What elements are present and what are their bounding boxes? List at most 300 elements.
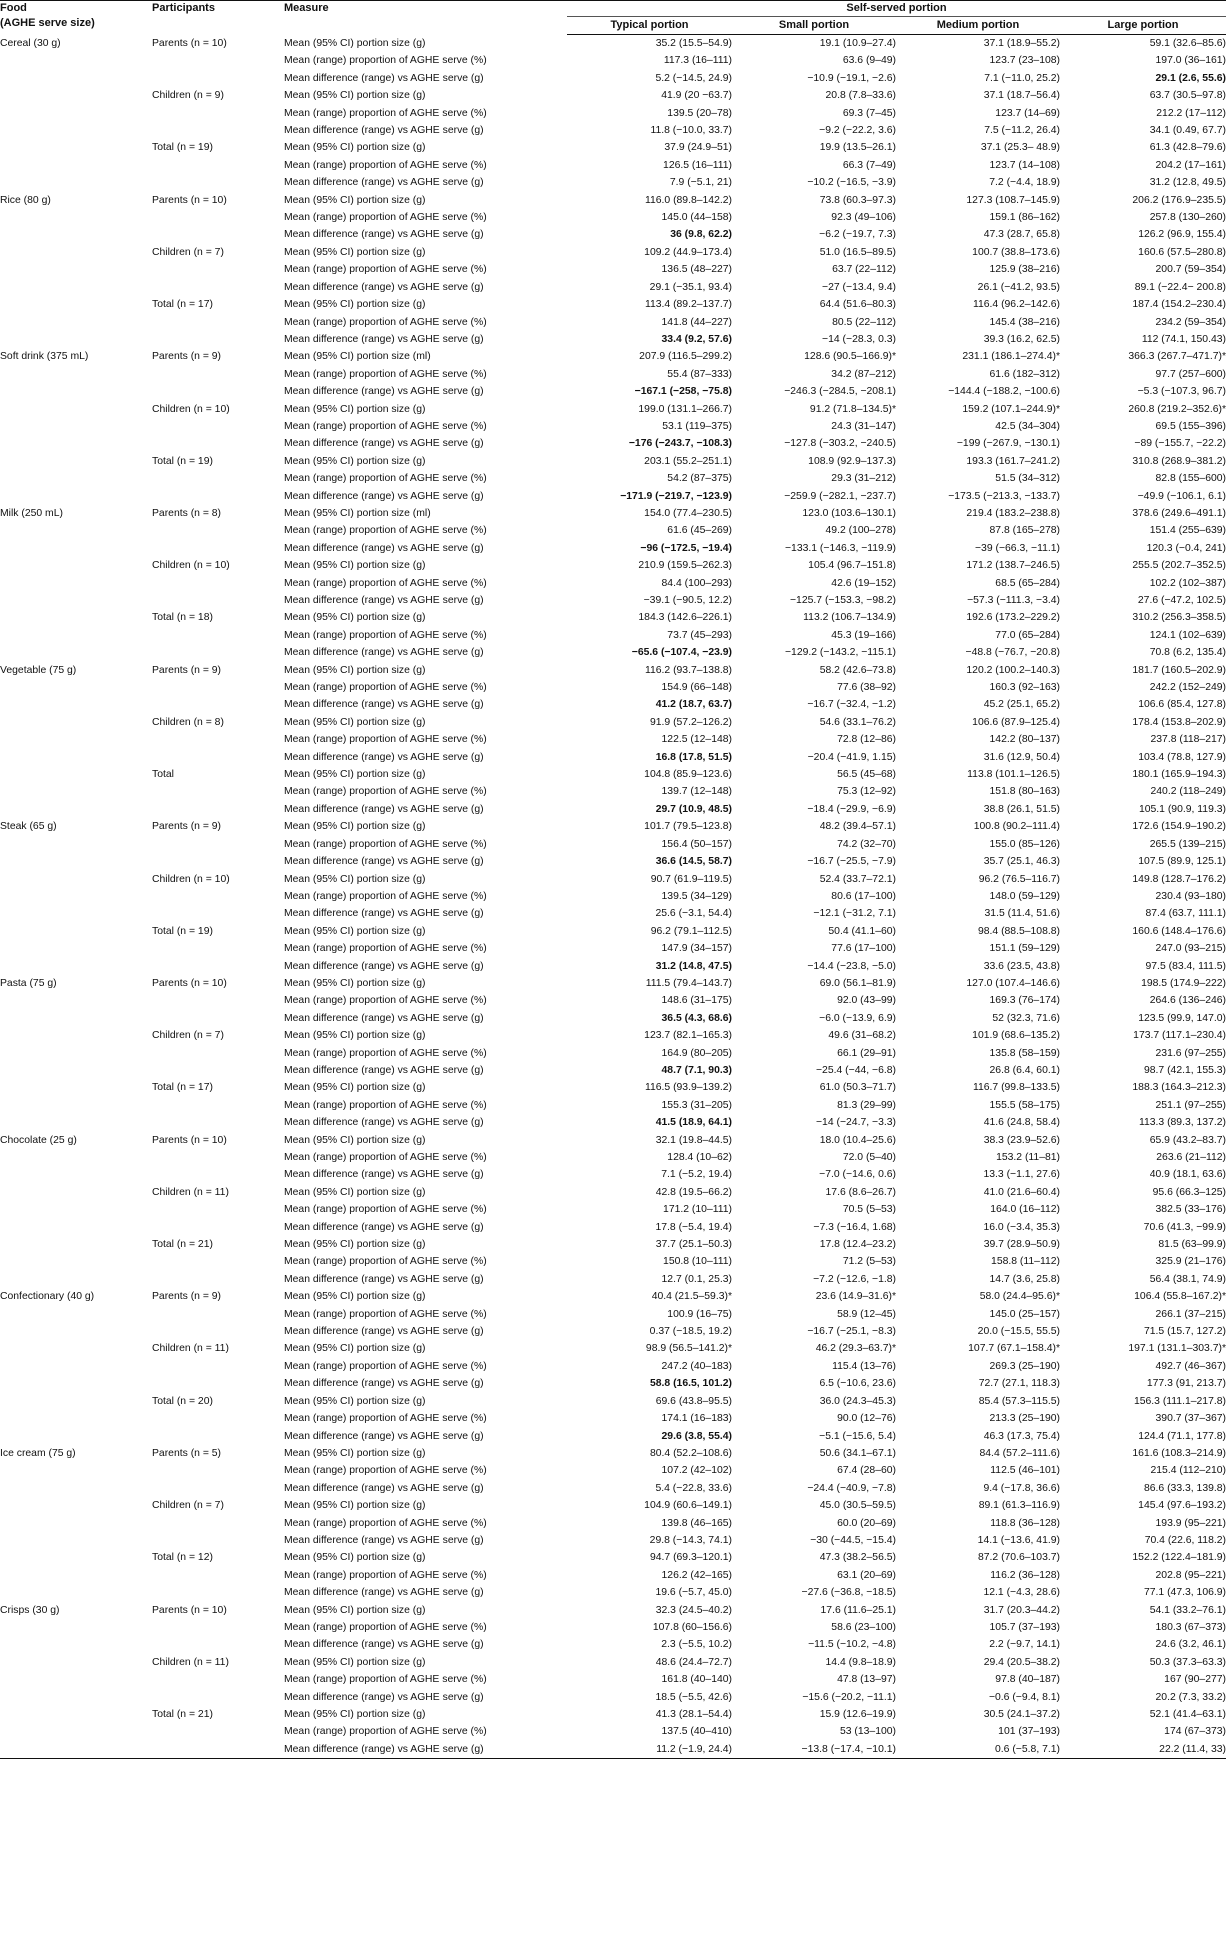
typical-value-cell: 139.5 (34–129)	[661, 890, 732, 902]
large-value-cell: 206.2 (176.9–235.5)	[1132, 194, 1226, 206]
medium-value-cell: 7.1 (−11.0, 25.2)	[984, 72, 1060, 84]
food-cell	[0, 749, 152, 766]
small-value-cell: 17.6 (8.6–26.7)	[825, 1186, 896, 1198]
large-value-cell: 180.3 (67–373)	[1155, 1621, 1226, 1633]
small-value-cell: −10.2 (−16.5, −3.9)	[807, 177, 896, 189]
large-value-cell: 202.8 (95–221)	[1155, 1569, 1226, 1581]
measure-cell: Mean (range) proportion of AGHE serve (%)	[284, 943, 487, 955]
large-value-cell: 27.6 (−47.2, 102.5)	[1137, 595, 1226, 606]
medium-value-cell: 26.1 (−41.2, 93.5)	[977, 281, 1060, 293]
table-row	[0, 261, 1226, 278]
food-cell	[0, 888, 152, 905]
table-row	[0, 435, 1226, 452]
large-value-cell: 198.5 (174.9–222)	[1141, 977, 1226, 989]
large-value-cell: 265.5 (139–215)	[1149, 838, 1226, 850]
table-row	[0, 105, 1226, 122]
measure-cell: Mean (95% CI) portion size (g)	[284, 664, 426, 676]
participants-cell	[152, 1462, 284, 1479]
medium-value-cell: 219.4 (183.2–238.8)	[966, 507, 1060, 519]
table-row	[0, 1201, 1226, 1218]
small-value-cell: 52.4 (33.7–72.1)	[819, 873, 896, 885]
large-value-cell: 123.5 (99.9, 147.0)	[1138, 1012, 1226, 1024]
measure-cell: Mean difference (range) vs AGHE serve (g)	[284, 229, 484, 241]
small-value-cell: 45.3 (19–166)	[831, 629, 896, 641]
food-cell	[0, 279, 152, 296]
large-value-cell: 105.1 (90.9, 119.3)	[1138, 803, 1226, 815]
large-value-cell: 87.4 (63.7, 111.1)	[1145, 908, 1226, 920]
large-value-cell: 152.2 (122.4–181.9)	[1132, 1552, 1226, 1564]
header-participants: Participants	[152, 1, 284, 35]
medium-value-cell: 107.7 (67.1–158.4)*	[968, 1343, 1060, 1355]
large-value-cell: 54.1 (33.2–76.1)	[1149, 1604, 1226, 1616]
participants-cell	[152, 836, 284, 853]
medium-value-cell: −0.6 (−9.4, 8.1)	[988, 1691, 1060, 1703]
large-value-cell: 257.8 (130–260)	[1149, 212, 1226, 224]
typical-value-cell: 36.6 (14.5, 58.7)	[655, 856, 732, 868]
typical-value-cell: −167.1 (−258, −75.8)	[634, 386, 732, 398]
table-row	[0, 401, 1226, 418]
participants-cell	[152, 1515, 284, 1532]
small-value-cell: 49.2 (100–278)	[825, 525, 896, 537]
medium-value-cell: 105.7 (37–193)	[989, 1621, 1060, 1633]
large-value-cell: 63.7 (30.5–97.8)	[1149, 90, 1226, 102]
table-row	[0, 1602, 1226, 1619]
table-row	[0, 1375, 1226, 1392]
measure-cell: Mean (range) proportion of AGHE serve (%)	[284, 1360, 487, 1372]
participants-cell: Total (n = 21)	[152, 1709, 213, 1720]
participants-cell	[152, 1428, 284, 1445]
medium-value-cell: −39 (−66.3, −11.1)	[974, 542, 1060, 554]
table-row	[0, 1236, 1226, 1253]
participants-cell	[152, 1723, 284, 1740]
participants-cell: Children (n = 11)	[152, 1186, 229, 1198]
typical-value-cell: 32.1 (19.8–44.5)	[655, 1134, 732, 1146]
food-cell	[0, 1306, 152, 1323]
measure-cell: Mean (95% CI) portion size (g)	[284, 1552, 426, 1564]
table-row	[0, 453, 1226, 470]
typical-value-cell: 126.5 (16–111)	[663, 159, 732, 171]
large-value-cell: 61.3 (42.8–79.6)	[1149, 142, 1226, 154]
food-cell	[0, 731, 152, 748]
small-value-cell: 14.4 (9.8–18.9)	[825, 1656, 896, 1668]
small-value-cell: −18.4 (−29.9, −6.9)	[807, 803, 896, 815]
typical-value-cell: 90.7 (61.9–119.5)	[650, 873, 732, 885]
participants-cell	[152, 749, 284, 766]
measure-cell: Mean (95% CI) portion size (g)	[284, 925, 426, 937]
measure-cell: Mean (95% CI) portion size (g)	[284, 194, 426, 206]
large-value-cell: 242.2 (152–249)	[1149, 682, 1226, 694]
small-value-cell: 72.8 (12–86)	[837, 734, 896, 746]
large-value-cell: 390.7 (37–367)	[1155, 1413, 1226, 1425]
large-value-cell: 77.1 (47.3, 106.9)	[1143, 1587, 1226, 1599]
header-medium: Medium portion	[896, 17, 1060, 35]
food-cell	[0, 1375, 152, 1392]
participants-cell	[152, 488, 284, 505]
small-value-cell: −259.9 (−282.1, −237.7)	[784, 490, 896, 502]
typical-value-cell: 164.9 (80–205)	[661, 1047, 732, 1059]
measure-cell: Mean (range) proportion of AGHE serve (%)	[284, 1465, 487, 1477]
food-cell	[0, 1532, 152, 1549]
small-value-cell: −125.7 (−153.3, −98.2)	[789, 595, 896, 606]
food-cell	[0, 470, 152, 487]
participants-cell	[152, 1358, 284, 1375]
medium-value-cell: 120.2 (100.2–140.3)	[966, 664, 1060, 676]
food-cell	[0, 836, 152, 853]
medium-value-cell: 153.2 (11–81)	[996, 1152, 1060, 1163]
food-cell	[0, 1166, 152, 1183]
small-value-cell: 69.0 (56.1–81.9)	[819, 977, 896, 989]
typical-value-cell: 174.1 (16–183)	[661, 1413, 732, 1425]
participants-cell: Children (n = 7)	[152, 1030, 224, 1042]
food-cell	[0, 1584, 152, 1601]
measure-cell: Mean (range) proportion of AGHE serve (%)	[284, 1204, 487, 1216]
measure-cell: Mean difference (range) vs AGHE serve (g)	[284, 1741, 567, 1759]
typical-value-cell: 126.2 (42–165)	[661, 1569, 732, 1581]
typical-value-cell: 123.7 (82.1–165.3)	[644, 1030, 732, 1042]
measure-cell: Mean difference (range) vs AGHE serve (g)	[284, 281, 484, 293]
small-value-cell: −11.5 (−10.2, −4.8)	[808, 1639, 896, 1651]
typical-value-cell: 55.4 (87–333)	[667, 368, 732, 380]
participants-cell	[152, 1149, 284, 1166]
table-row	[0, 348, 1226, 365]
table-row	[0, 470, 1226, 487]
typical-value-cell: 35.2 (15.5–54.9)	[655, 38, 732, 49]
small-value-cell: 81.3 (29–99)	[837, 1099, 896, 1111]
typical-value-cell: 107.2 (42–102)	[661, 1465, 732, 1477]
typical-value-cell: 147.9 (34–157)	[661, 943, 732, 955]
table-row	[0, 1532, 1226, 1549]
participants-cell	[152, 366, 284, 383]
typical-value-cell: 109.2 (44.9–173.4)	[644, 246, 732, 258]
participants-cell	[152, 1097, 284, 1114]
medium-value-cell: 101 (37–193)	[998, 1726, 1060, 1738]
food-cell	[0, 627, 152, 644]
large-value-cell: 50.3 (37.3–63.3)	[1149, 1656, 1226, 1668]
small-value-cell: 80.5 (22–112)	[832, 316, 896, 328]
measure-cell: Mean difference (range) vs AGHE serve (g)	[284, 1326, 484, 1338]
medium-value-cell: 37.1 (25.3– 48.9)	[980, 142, 1060, 154]
measure-cell: Mean difference (range) vs AGHE serve (g)	[284, 72, 484, 84]
food-cell: Soft drink (375 mL)	[0, 351, 89, 363]
participants-cell	[152, 958, 284, 975]
food-cell	[0, 1079, 152, 1096]
measure-cell: Mean (range) proportion of AGHE serve (%)	[284, 629, 487, 641]
food-cell	[0, 696, 152, 713]
small-value-cell: 60.0 (20–69)	[837, 1517, 896, 1529]
food-cell	[0, 401, 152, 418]
measure-cell: Mean (95% CI) portion size (g)	[284, 1500, 426, 1512]
participants-cell: Parents (n = 10)	[152, 194, 227, 206]
measure-cell: Mean (95% CI) portion size (g)	[284, 1239, 426, 1251]
typical-value-cell: 5.4 (−22.8, 33.6)	[655, 1482, 732, 1494]
medium-value-cell: 158.8 (11–112)	[991, 1256, 1060, 1268]
typical-value-cell: 155.3 (31–205)	[661, 1099, 732, 1111]
measure-cell: Mean difference (range) vs AGHE serve (g)	[284, 333, 484, 345]
table-row	[0, 1271, 1226, 1288]
medium-value-cell: 7.5 (−11.2, 26.4)	[984, 125, 1060, 137]
small-value-cell: 71.2 (5–53)	[842, 1256, 896, 1268]
medium-value-cell: 46.3 (17.3, 75.4)	[983, 1430, 1060, 1442]
small-value-cell: 105.4 (96.7–151.8)	[808, 560, 896, 572]
participants-cell: Total (n = 21)	[152, 1239, 213, 1251]
participants-cell	[152, 627, 284, 644]
food-cell	[0, 714, 152, 731]
small-value-cell: 42.6 (19–152)	[831, 577, 896, 589]
measure-cell: Mean difference (range) vs AGHE serve (g)	[284, 1534, 484, 1546]
small-value-cell: −14 (−28.3, 0.3)	[822, 333, 896, 345]
large-value-cell: 65.9 (43.2–83.7)	[1149, 1134, 1226, 1146]
participants-cell	[152, 783, 284, 800]
measure-cell: Mean (range) proportion of AGHE serve (%)	[284, 1621, 487, 1633]
measure-cell: Mean (95% CI) portion size (g)	[284, 403, 426, 415]
measure-cell: Mean (95% CI) portion size (g)	[284, 246, 426, 258]
food-cell	[0, 1340, 152, 1357]
measure-cell: Mean difference (range) vs AGHE serve (g)	[284, 595, 484, 606]
typical-value-cell: 150.8 (10–111)	[663, 1256, 732, 1268]
table-row	[0, 1114, 1226, 1131]
large-value-cell: 263.6 (21–112)	[1156, 1152, 1226, 1163]
participants-cell	[152, 1062, 284, 1079]
measure-cell: Mean (range) proportion of AGHE serve (%)	[284, 1674, 487, 1686]
table-row	[0, 1671, 1226, 1688]
food-cell: Ice cream (75 g)	[0, 1447, 76, 1459]
small-value-cell: 91.2 (71.8–134.5)*	[809, 403, 896, 415]
small-value-cell: 36.0 (24.3–45.3)	[819, 1395, 896, 1407]
medium-value-cell: 7.2 (−4.4, 18.9)	[989, 177, 1060, 189]
food-cell	[0, 1689, 152, 1706]
large-value-cell: 107.5 (89.9, 125.1)	[1138, 856, 1226, 868]
food-cell	[0, 488, 152, 505]
measure-cell: Mean (95% CI) portion size (g)	[284, 873, 426, 885]
medium-value-cell: 72.7 (27.1, 118.3)	[978, 1378, 1060, 1390]
small-value-cell: −15.6 (−20.2, −11.1)	[802, 1691, 896, 1703]
measure-cell: Mean difference (range) vs AGHE serve (g)	[284, 490, 484, 502]
typical-value-cell: 7.1 (−5.2, 19.4)	[661, 1169, 732, 1181]
typical-value-cell: 199.0 (131.1–266.7)	[638, 403, 732, 415]
header-food-label: Food	[0, 2, 27, 14]
large-value-cell: 240.2 (118–249)	[1150, 786, 1226, 798]
table-row	[0, 1079, 1226, 1096]
typical-value-cell: 98.9 (56.5–141.2)*	[645, 1343, 732, 1355]
small-value-cell: 63.6 (9–49)	[842, 55, 896, 67]
participants-cell	[152, 888, 284, 905]
table-row	[0, 331, 1226, 348]
measure-cell: Mean difference (range) vs AGHE serve (g)	[284, 856, 484, 868]
large-value-cell: 124.1 (102–639)	[1149, 629, 1226, 641]
typical-value-cell: 184.3 (142.6–226.1)	[638, 612, 732, 624]
table-row	[0, 871, 1226, 888]
food-cell: Steak (65 g)	[0, 821, 57, 833]
large-value-cell: 97.5 (83.4, 111.5)	[1145, 960, 1226, 972]
medium-value-cell: 100.7 (38.8–173.6)	[972, 246, 1060, 258]
table-row	[0, 244, 1226, 261]
measure-cell: Mean (95% CI) portion size (g)	[284, 1656, 426, 1668]
food-cell	[0, 1062, 152, 1079]
typical-value-cell: 210.9 (159.5–262.3)	[638, 560, 732, 572]
large-value-cell: 174 (67–373)	[1164, 1726, 1226, 1738]
typical-value-cell: 139.5 (20–78)	[667, 107, 732, 119]
large-value-cell: 34.1 (0.49, 67.7)	[1149, 125, 1226, 137]
food-cell	[0, 801, 152, 818]
food-cell	[0, 1393, 152, 1410]
table-row	[0, 1462, 1226, 1479]
typical-value-cell: 139.7 (12–148)	[661, 786, 732, 798]
table-row	[0, 801, 1226, 818]
participants-cell: Total (n = 17)	[152, 299, 213, 311]
participants-cell: Parents (n = 9)	[152, 821, 222, 833]
participants-cell	[152, 331, 284, 348]
table-row	[0, 1288, 1226, 1305]
small-value-cell: −10.9 (−19.1, −2.6)	[807, 72, 896, 84]
medium-value-cell: 68.5 (65–284)	[995, 577, 1060, 589]
table-row	[0, 1358, 1226, 1375]
measure-cell: Mean (95% CI) portion size (g)	[284, 142, 426, 154]
typical-value-cell: −176 (−243.7, −108.3)	[628, 438, 732, 450]
medium-value-cell: 97.8 (40–187)	[995, 1674, 1060, 1686]
typical-value-cell: 12.7 (0.1, 25.3)	[661, 1273, 732, 1285]
food-cell	[0, 383, 152, 400]
food-cell: Pasta (75 g)	[0, 977, 57, 989]
small-value-cell: 47.3 (38.2–56.5)	[819, 1552, 896, 1564]
participants-cell	[152, 1201, 284, 1218]
participants-cell	[152, 1671, 284, 1688]
header-small: Small portion	[732, 17, 896, 35]
medium-value-cell: −57.3 (−111.3, −3.4)	[967, 595, 1060, 606]
measure-cell: Mean (95% CI) portion size (g)	[284, 299, 426, 311]
medium-value-cell: 77.0 (65–284)	[995, 629, 1060, 641]
medium-value-cell: 52 (32.3, 71.6)	[992, 1012, 1060, 1024]
small-value-cell: 73.8 (60.3–97.3)	[819, 194, 896, 206]
measure-cell: Mean difference (range) vs AGHE serve (g)	[284, 647, 484, 659]
participants-cell	[152, 1271, 284, 1288]
food-cell	[0, 1149, 152, 1166]
large-value-cell: 70.4 (22.6, 118.2)	[1144, 1534, 1226, 1546]
medium-value-cell: 155.0 (85–126)	[989, 838, 1060, 850]
large-value-cell: 204.2 (17–161)	[1155, 159, 1226, 171]
measure-cell: Mean (95% CI) portion size (g)	[284, 1134, 426, 1146]
large-value-cell: 97.7 (257–600)	[1155, 368, 1226, 380]
food-cell	[0, 1636, 152, 1653]
header-typical: Typical portion	[567, 17, 732, 35]
large-value-cell: 197.0 (36–161)	[1155, 55, 1226, 67]
table-row	[0, 958, 1226, 975]
measure-cell: Mean difference (range) vs AGHE serve (g)	[284, 1639, 484, 1651]
medium-value-cell: 192.6 (173.2–229.2)	[966, 612, 1060, 624]
typical-value-cell: 5.2 (−14.5, 24.9)	[655, 72, 732, 84]
typical-value-cell: −171.9 (−219.7, −123.9)	[620, 490, 732, 502]
table-row	[0, 975, 1226, 992]
measure-cell: Mean (range) proportion of AGHE serve (%)	[284, 1569, 487, 1581]
medium-value-cell: 116.4 (96.2–142.6)	[972, 299, 1060, 311]
large-value-cell: 230.4 (93–180)	[1155, 890, 1226, 902]
participants-cell: Total (n = 19)	[152, 455, 213, 467]
small-value-cell: 48.2 (39.4–57.1)	[819, 821, 896, 833]
food-cell	[0, 87, 152, 104]
small-value-cell: 23.6 (14.9–31.6)*	[815, 1291, 896, 1303]
participants-cell	[152, 1689, 284, 1706]
participants-cell	[152, 905, 284, 922]
typical-value-cell: 145.0 (44–158)	[661, 212, 732, 224]
measure-cell: Mean (95% CI) portion size (g)	[284, 977, 426, 989]
participants-cell	[152, 1410, 284, 1427]
measure-cell: Mean difference (range) vs AGHE serve (g)	[284, 1273, 484, 1285]
measure-cell: Mean (95% CI) portion size (g)	[284, 821, 426, 833]
table-row	[0, 1567, 1226, 1584]
typical-value-cell: 41.2 (18.7, 63.7)	[655, 699, 732, 711]
table-row	[0, 853, 1226, 870]
food-cell	[0, 540, 152, 557]
small-value-cell: 53 (13–100)	[839, 1726, 896, 1738]
table-row	[0, 1549, 1226, 1566]
large-value-cell: 173.7 (117.1–230.4)	[1133, 1030, 1226, 1042]
table-row	[0, 1027, 1226, 1044]
typical-value-cell: 117.3 (16–111)	[663, 55, 732, 67]
medium-value-cell: 9.4 (−17.8, 36.6)	[983, 1482, 1060, 1494]
table-row	[0, 540, 1226, 557]
food-cell	[0, 366, 152, 383]
small-value-cell: 51.0 (16.5–89.5)	[819, 246, 896, 258]
table-row	[0, 1584, 1226, 1601]
small-value-cell: 67.4 (28–60)	[837, 1465, 896, 1477]
large-value-cell: 103.4 (78.8, 127.9)	[1138, 751, 1226, 763]
table-row	[0, 679, 1226, 696]
small-value-cell: 108.9 (92.9–137.3)	[808, 455, 896, 467]
medium-value-cell: 113.8 (101.1–126.5)	[967, 769, 1060, 781]
measure-cell: Mean (95% CI) portion size (g)	[284, 612, 426, 624]
table-row	[0, 383, 1226, 400]
typical-value-cell: 42.8 (19.5–66.2)	[655, 1186, 732, 1198]
table-row	[0, 192, 1226, 209]
food-cell	[0, 1497, 152, 1514]
measure-cell: Mean (range) proportion of AGHE serve (%)	[284, 368, 487, 380]
measure-cell: Mean difference (range) vs AGHE serve (g)	[284, 960, 484, 972]
participants-cell	[152, 1323, 284, 1340]
large-value-cell: 86.6 (33.3, 139.8)	[1143, 1482, 1226, 1494]
small-value-cell: 34.2 (87–212)	[831, 368, 896, 380]
medium-value-cell: 159.2 (107.1–244.9)*	[962, 403, 1060, 415]
medium-value-cell: 41.6 (24.8, 58.4)	[983, 1117, 1060, 1129]
typical-value-cell: 113.4 (89.2–137.7)	[644, 299, 732, 311]
table-row	[0, 1010, 1226, 1027]
participants-cell: Parents (n = 8)	[152, 507, 222, 519]
typical-value-cell: 137.5 (40–410)	[661, 1726, 732, 1738]
small-value-cell: 90.0 (12–76)	[837, 1413, 896, 1425]
table-row	[0, 488, 1226, 505]
table-row	[0, 1636, 1226, 1653]
small-value-cell: 61.0 (50.3–71.7)	[819, 1082, 896, 1094]
large-value-cell: 52.1 (41.4–63.1)	[1149, 1709, 1226, 1720]
small-value-cell: 128.6 (90.5–166.9)*	[804, 351, 896, 363]
large-value-cell: 177.3 (91, 213.7)	[1146, 1378, 1226, 1390]
table-body	[0, 35, 1226, 1759]
small-value-cell: −14.4 (−23.8, −5.0)	[807, 960, 896, 972]
table-row	[0, 1306, 1226, 1323]
small-value-cell: 17.6 (11.6–25.1)	[820, 1604, 896, 1616]
participants-cell: Total (n = 19)	[152, 925, 213, 937]
typical-value-cell: −96 (−172.5, −19.4)	[640, 542, 732, 554]
table-row	[0, 1149, 1226, 1166]
large-value-cell: 264.6 (136–246)	[1149, 995, 1226, 1007]
measure-cell: Mean difference (range) vs AGHE serve (g)	[284, 177, 484, 189]
small-value-cell: −7.3 (−16.4, 1.68)	[813, 1221, 896, 1233]
food-cell	[0, 1114, 152, 1131]
table-row	[0, 1132, 1226, 1149]
typical-value-cell: 111.5 (79.4–143.7)	[645, 977, 732, 989]
table-row	[0, 1445, 1226, 1462]
large-value-cell: 378.6 (249.6–491.1)	[1132, 507, 1226, 519]
medium-value-cell: 100.8 (90.2–111.4)	[973, 821, 1060, 833]
food-cell	[0, 105, 152, 122]
